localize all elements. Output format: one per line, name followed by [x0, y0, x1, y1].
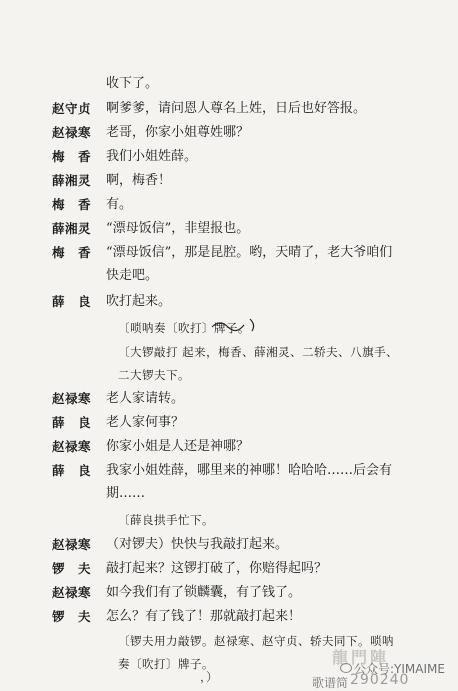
dialogue-text: 你家小姐是人还是神哪？: [106, 439, 250, 454]
speaker-name: 梅 香: [52, 197, 92, 212]
page-number: ，）: [200, 670, 219, 684]
speaker-name: 赵禄寒: [52, 439, 92, 454]
watermark-code: 290240: [350, 672, 410, 688]
dialogue-text: 敲打起来？这锣打破了，你赔得起吗？: [106, 561, 328, 576]
dialogue-text: “漂母饭信”，非望报也。: [106, 221, 250, 236]
dialogue-text: “漂母饭信”，那是昆腔。哟，天晴了，老大爷咱们: [106, 245, 393, 260]
dialogue-text: 老哥，你家小姐尊姓哪？: [106, 125, 250, 140]
watermark-site-text: 公众号:YIMAIME: [354, 662, 445, 676]
speaker-name: 赵禄寒: [52, 537, 92, 552]
stage-direction: 二大锣夫下。: [118, 368, 190, 382]
dialogue-text: 老人家何事？: [106, 415, 185, 430]
stage-direction: 〔唢呐奏〔吹打〕牌子。: [118, 321, 250, 335]
dialogue-text: 我们小姐姓薛。: [106, 149, 198, 164]
speaker-name: 赵禄寒: [52, 391, 92, 406]
stage-direction: 〔锣夫用力敲锣。赵禄寒、赵守贞、轿夫同下。唢呐: [118, 634, 394, 648]
watermark-footer: 歌谱简: [312, 676, 349, 690]
dialogue-text: 期……: [106, 486, 146, 501]
speaker-name: 锣 夫: [52, 561, 92, 576]
speaker-name: 梅 香: [52, 149, 92, 164]
dialogue-text: 怎么？有了钱了！那就敲打起来！: [106, 609, 302, 624]
dialogue-text: （对锣夫）快快与我敲打起来。: [106, 537, 289, 552]
speaker-name: 赵守贞: [52, 101, 92, 116]
dialogue-text: 如今我们有了锁麟囊，有了钱了。: [106, 585, 302, 600]
speaker-name: 赵禄寒: [52, 585, 92, 600]
dialogue-text: 啊爹爹，请问恩人尊名上姓，日后也好答报。: [106, 101, 367, 116]
dialogue-text: 快走吧。: [106, 268, 159, 283]
stage-direction: 〔大锣敲打 起来，梅香、薛湘灵、二轿夫、八旗手、: [118, 345, 399, 359]
stage-direction: 奏〔吹打〕牌子。: [118, 657, 214, 671]
dialogue-text: 老人家请转。: [106, 391, 185, 406]
dialogue-text: 我家小姐姓薛，哪里来的神哪！哈哈哈……后会有: [106, 463, 393, 478]
watermark-logo: 龍門陣: [332, 648, 390, 667]
speaker-name: 薛湘灵: [52, 173, 92, 188]
ink-scratch-mark: [210, 313, 270, 337]
stage-direction: 〔薛良拱手忙下。: [118, 513, 214, 527]
speaker-name: 薛 良: [52, 294, 92, 309]
dialogue-text: 啊，梅香！: [106, 173, 172, 188]
speaker-name: 锣 夫: [52, 609, 92, 624]
speaker-name: 赵禄寒: [52, 125, 92, 140]
speaker-name: 薛 良: [52, 463, 92, 478]
dialogue-text: 吹打起来。: [106, 294, 172, 309]
dialogue-text: 有。: [106, 197, 133, 212]
dialogue-text: 收下了。: [106, 76, 159, 91]
speaker-name: 薛湘灵: [52, 221, 92, 236]
speaker-name: 梅 香: [52, 245, 92, 260]
speaker-name: 薛 良: [52, 415, 92, 430]
